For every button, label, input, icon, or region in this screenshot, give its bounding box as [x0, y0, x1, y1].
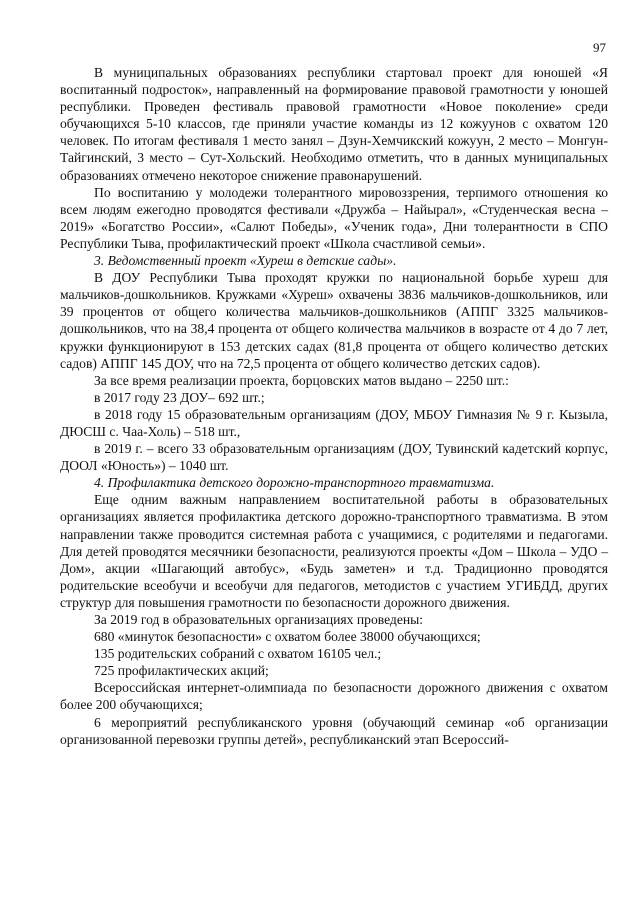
paragraph: 680 «минуток безопасности» с охватом более 38000 обучающихся; — [94, 629, 481, 645]
paragraph: в 2018 году 15 образовательным организациям (ДОУ, МБОУ Гимназия № 9 г. Кызыла, ДЮСШ с. Чаа-Холь) – 518 шт., — [60, 406, 608, 439]
paragraph: В ДОУ Республики Тыва проходят кружки по национальной борьбе хуреш для мальчиков-дошкольников. Кружками «Хуреш» охвачены 3836 мальчиков-дошкольников, или 39 процентов от общего количества мальчиков-дошкольников (АППГ 3325 мальчиков-дошкольников, что на 38,4 процента от общего количества мальчиков в возрасте от 4 до 7 лет, кружки функционируют в 153 детских садах (81,8 процента от общего количество детских садов) АППГ 145 ДОУ, что на 72,5 процента от общего количество детских садов). — [60, 270, 608, 371]
section-heading: 3. Ведомственный проект «Хуреш в детские сады». — [94, 253, 397, 269]
paragraph: По воспитанию у молодежи толерантного мировоззрения, терпимого отношения ко всем людям ежегодно проводятся фестивали «Дружба – Найырал», «Студенческая весна – 2019» «Богатство России», «Салют Победы», «Ученик года», Дни толерантности в СПО Республики Тыва, профилактический проект «Школа счастливой семьи». — [60, 184, 608, 251]
paragraph: 725 профилактических акций; — [94, 663, 269, 679]
page-number: 97 — [593, 40, 606, 55]
document-body — [60, 64, 608, 748]
paragraph: В муниципальных образованиях республики стартовал проект для юношей «Я воспитанный подросток», направленный на формирование правовой грамотности у юношей республики. Проведен фестиваль правовой грамотности «Новое поколение» среди обучающихся 5-10 классов, где приняли участие команды из 12 кожуунов с охватом 120 человек. По итогам фестиваля 1 место занял – Дзун-Хемчикский кожуун, 2 место – Монгун-Тайгинский, 3 место – Сут-Хольский. Необходимо отметить, что в данных муниципальных образованиях отмечено некоторое снижение правонарушений. — [60, 65, 608, 183]
paragraph: 135 родительских собраний с охватом 16105 чел.; — [94, 646, 382, 662]
section-heading: 4. Профилактика детского дорожно-транспортного травматизма. — [94, 475, 495, 491]
paragraph: Всероссийская интернет-олимпиада по безопасности дорожного движения с охватом более 200 обучающихся; — [60, 680, 608, 713]
paragraph: За все время реализации проекта, борцовских матов выдано – 2250 шт.: — [94, 372, 509, 388]
paragraph: в 2019 г. – всего 33 образовательным организациям (ДОУ, Тувинский кадетский корпус, ДООЛ «Юность») – 1040 шт. — [60, 441, 608, 474]
paragraph: в 2017 году 23 ДОУ– 692 шт.; — [94, 389, 265, 405]
paragraph: За 2019 год в образовательных организациях проведены: — [94, 612, 424, 627]
paragraph: 6 мероприятий республиканского уровня (обучающий семинар «об организации организованной перевозки группы детей», республиканский этап Всероссий- — [60, 714, 608, 747]
paragraph: Еще одним важным направлением воспитательной работы в образовательных организациях является профилактика детского дорожно-транспортного травматизма. В этом направлении также проводится системная работа с учащимися, с родителями и педагогами. Для детей проводятся месячники безопасности, реализуются проекты «Дом – Школа – УДО – Дом», акции «Шагающий автобус», «Будь заметен» и т.д. Традиционно проводятся родительские всеобучи и всеобучи для педагогов, методистов с участием УГИБДД, других структур для повышения грамотности по безопасности дорожного движения. — [60, 492, 608, 610]
